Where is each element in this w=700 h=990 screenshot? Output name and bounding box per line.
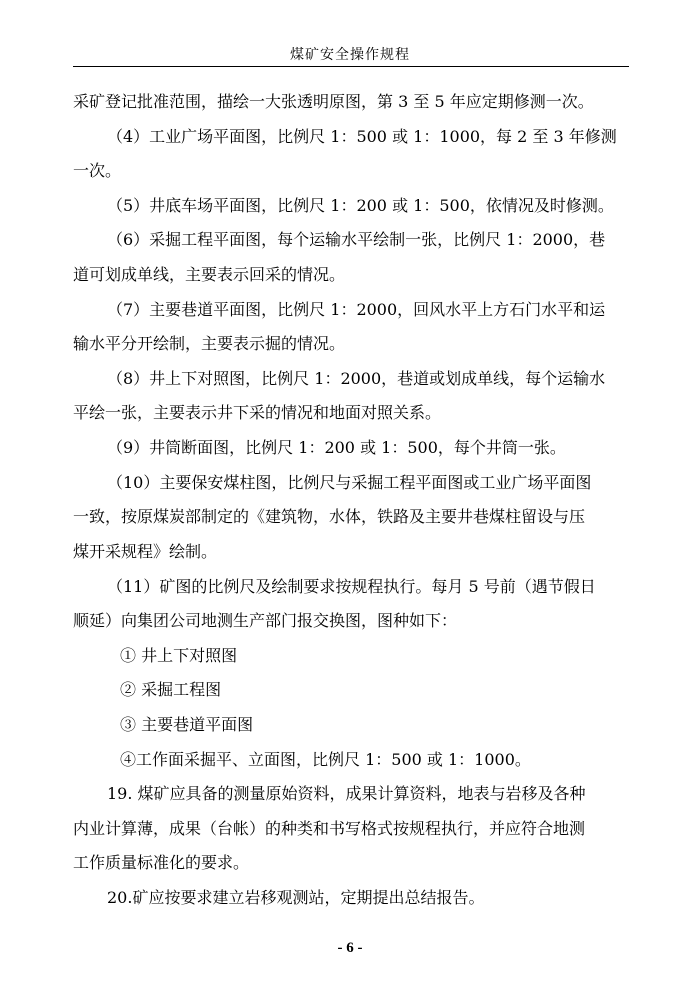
body-line: 工作质量标准化的要求。 [73, 853, 250, 872]
body-line: （9）井筒断面图，比例尺 1：200 或 1：500，每个井筒一张。 [107, 438, 566, 457]
body-line: （8）井上下对照图，比例尺 1：2000，巷道或划成单线，每个运输水 [107, 369, 606, 388]
list-item: ② 采掘工程图 [120, 680, 222, 699]
body-line: （11）矿图的比例尺及绘制要求按规程执行。每月 5 号前（遇节假日 [107, 577, 596, 596]
body-line: 煤开采规程》绘制。 [73, 542, 218, 561]
list-item: ① 井上下对照图 [120, 646, 238, 665]
list-item: ④工作面采掘平、立面图，比例尺 1：500 或 1：1000。 [120, 750, 531, 769]
body-line: （10）主要保安煤柱图，比例尺与采掘工程平面图或工业广场平面图 [107, 473, 592, 492]
body-line: 内业计算薄，成果（台帐）的种类和书写格式按规程执行，并应符合地测 [73, 819, 586, 838]
body-line: （4）工业广场平面图，比例尺 1：500 或 1：1000，每 2 至 3 年修测 [107, 127, 617, 146]
body-line: 20.矿应按要求建立岩移观测站，定期提出总结报告。 [107, 888, 485, 907]
page-number: - 6 - [337, 940, 363, 956]
body-line: 19. 煤矿应具备的测量原始资料，成果计算资料，地表与岩移及各种 [107, 784, 586, 803]
body-line: 道可划成单线，主要表示回采的情况。 [73, 265, 346, 284]
list-item: ③ 主要巷道平面图 [120, 715, 254, 734]
body-line: （5）井底车场平面图，比例尺 1：200 或 1：500，依情况及时修测。 [107, 196, 614, 215]
body-line: 采矿登记批准范围，描绘一大张透明原图，第 3 至 5 年应定期修测一次。 [73, 92, 594, 111]
body-line: （7）主要巷道平面图，比例尺 1：2000，回风水平上方石门水平和运 [107, 300, 606, 319]
body-line: 一次。 [73, 161, 122, 180]
body-line: 平绘一张，主要表示井下采的情况和地面对照关系。 [73, 403, 442, 422]
body-line: 顺延）向集团公司地测生产部门报交换图，图种如下： [73, 611, 458, 630]
header-divider [73, 66, 629, 67]
page-header-title: 煤矿安全操作规程 [290, 47, 410, 63]
body-line: （6）采掘工程平面图，每个运输水平绘制一张，比例尺 1：2000，巷 [107, 230, 606, 249]
body-line: 一致，按原煤炭部制定的《建筑物，水体，铁路及主要井巷煤柱留设与压 [73, 507, 586, 526]
body-line: 输水平分开绘制，主要表示掘的情况。 [73, 334, 346, 353]
